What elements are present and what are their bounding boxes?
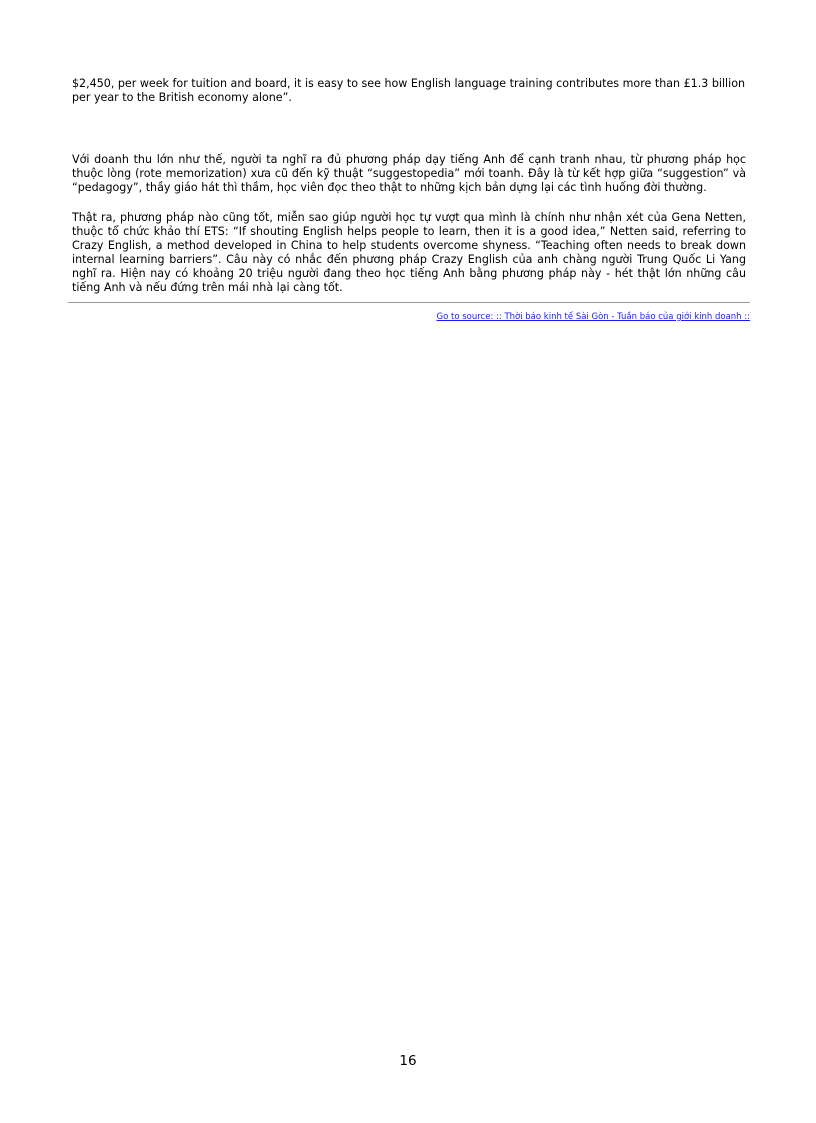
page-number: 16 bbox=[399, 1053, 417, 1069]
horizontal-divider bbox=[68, 302, 750, 303]
go-to-source-link[interactable]: Go to source: :: Thời báo kinh tế Sài Gòn - Tuần báo của giới kinh doanh :: bbox=[436, 312, 750, 322]
paragraph-tuition-cost: $2,450, per week for tuition and board, it is easy to see how English language training contributes more than £1.3 billion per year to the British economy alone”. bbox=[72, 77, 746, 104]
paragraph-teaching-methods: Với doanh thu lớn như thế, người ta nghĩ ra đủ phương pháp dạy tiếng Anh để cạnh tranh nhau, từ phương pháp học thuộc lòng (rote memorization) xưa cũ đến kỹ thuật “suggestopedia” mới toanh. Đây là từ kết hợp giữa “suggestion” và “pedagogy”, thầy giáo hát thì thầm, học viên đọc theo thật to những kịch bản dựng lại các tình huống đời thường. bbox=[72, 153, 746, 194]
paragraph-crazy-english: Thật ra, phương pháp nào cũng tốt, miễn sao giúp người học tự vượt qua mình là chính như nhận xét của Gena Netten, thuộc tổ chức khảo thí ETS: “If shouting English helps people to learn, then it is a good idea,” Netten said, referring to Crazy English, a method developed in China to help students overcome shyness. “Teaching often needs to break down internal learning barriers”. Câu này có nhắc đến phương pháp Crazy English của anh chàng người Trung Quốc Li Yang nghĩ ra. Hiện nay có khoảng 20 triệu người đang theo học tiếng Anh bằng phương pháp này - hét thật lớn những câu tiếng Anh và nếu đứng trên mái nhà lại càng tốt. bbox=[72, 211, 746, 294]
